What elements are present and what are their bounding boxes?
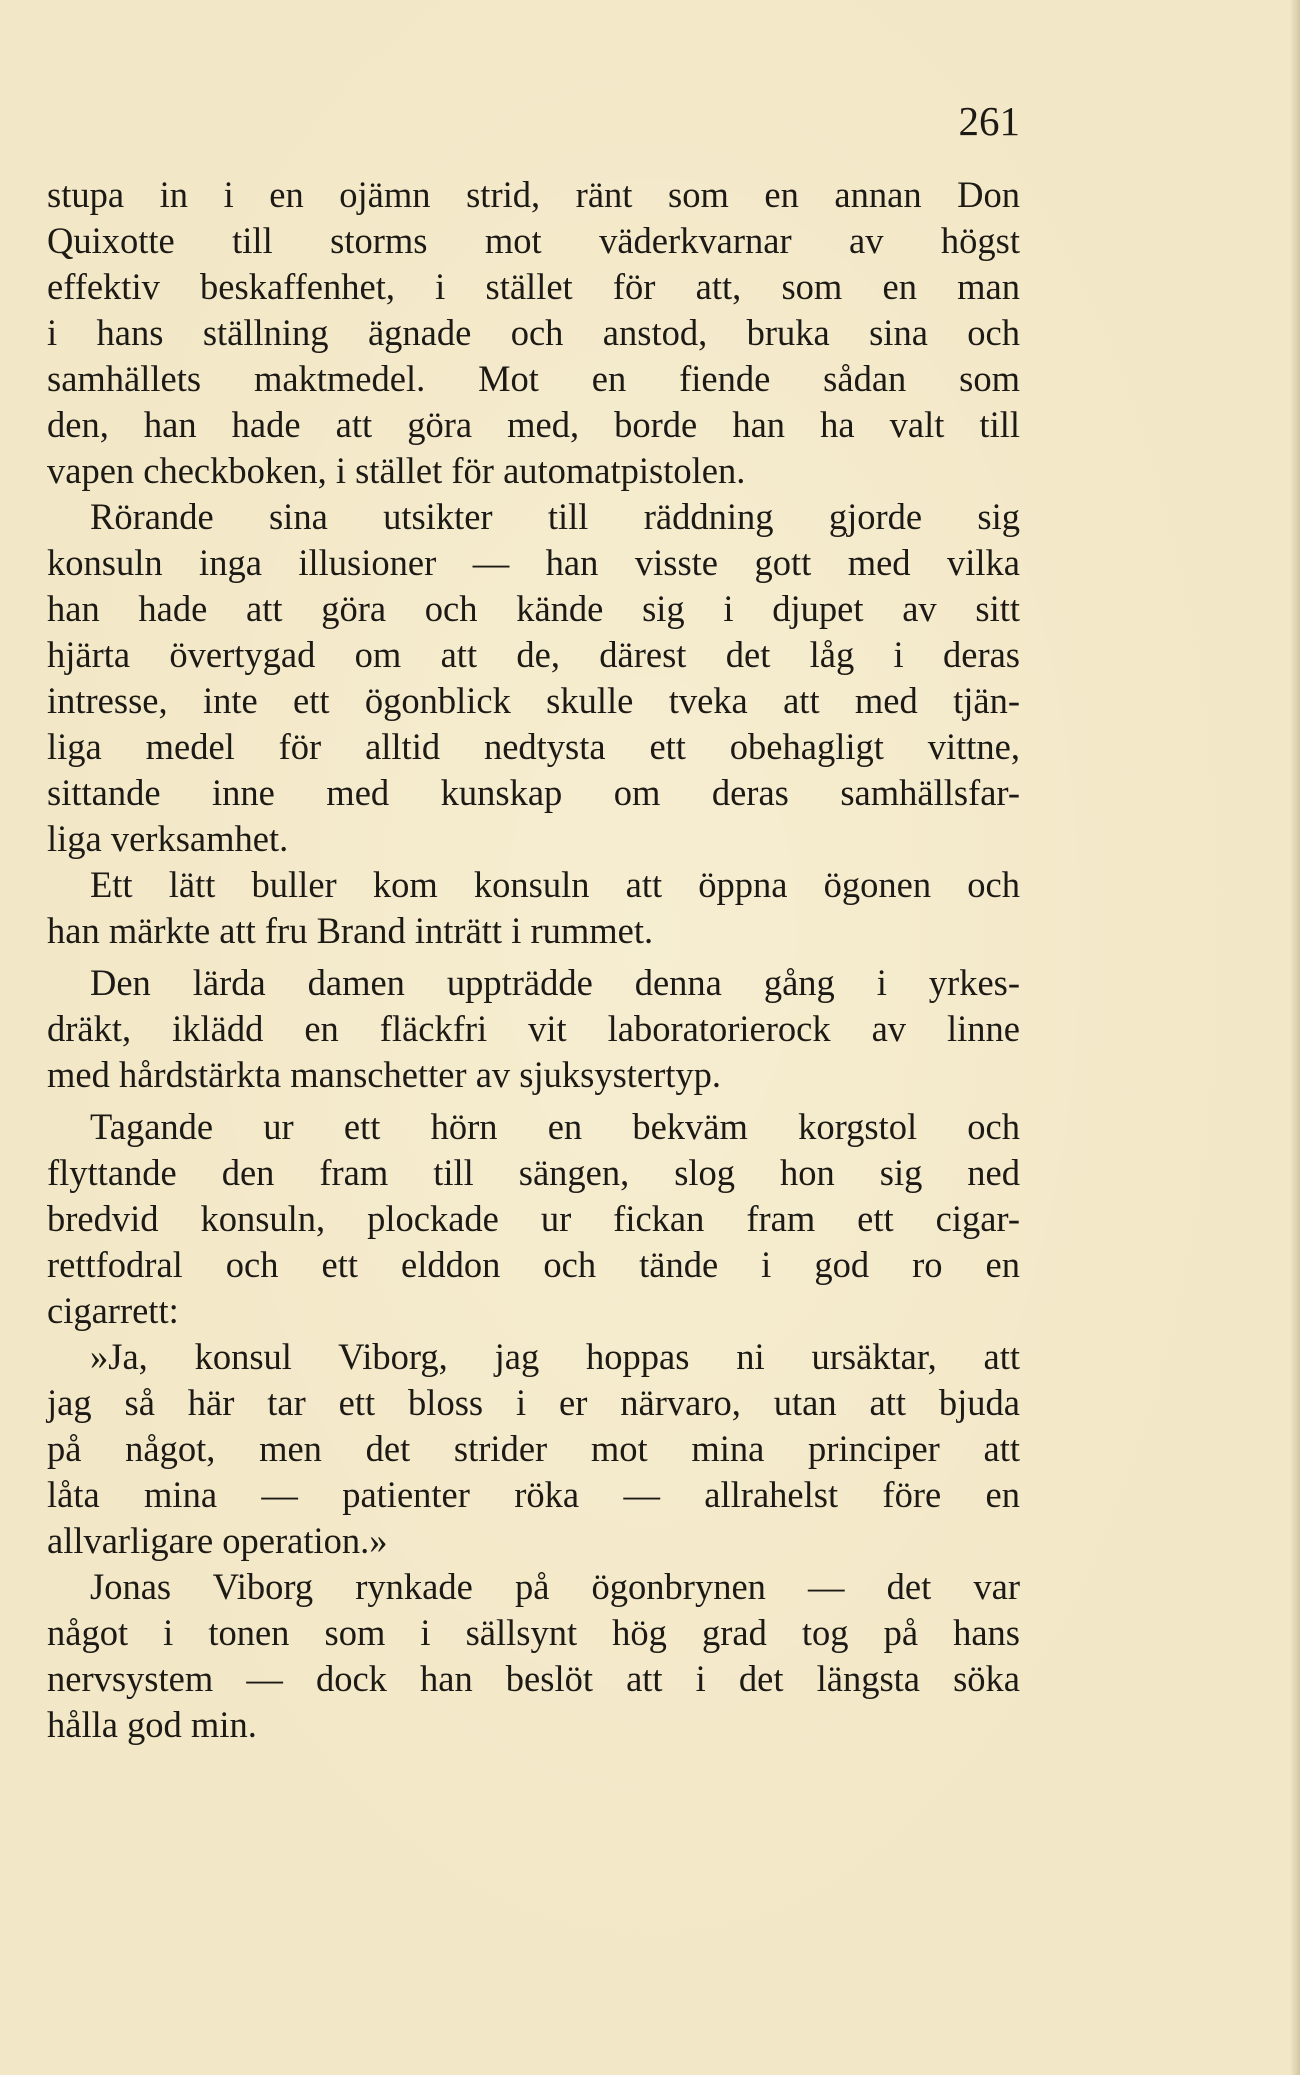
text-line: liga verksamhet. [47, 818, 289, 859]
paragraph-6 [47, 1334, 1020, 1564]
text-line: Tagande ur ett hörn en bekväm korgstol och [90, 1106, 1020, 1147]
text-line: flyttande den fram till sängen, slog hon sig ned [47, 1152, 1020, 1193]
text-line: låta mina — patienter röka — allrahelst före en [47, 1474, 1020, 1515]
text-line: nervsystem — dock han beslöt att i det längsta söka [47, 1658, 1020, 1699]
paragraph-7 [47, 1564, 1020, 1748]
text-line: Quixotte till storms mot väderkvarnar av högst [47, 220, 1020, 261]
text-line: rettfodral och ett elddon och tände i god ro en [47, 1244, 1020, 1285]
paragraph-4 [47, 960, 1020, 1098]
body-text [47, 172, 1020, 1748]
text-line: samhällets maktmedel. Mot en fiende sådan som [47, 358, 1020, 399]
text-line: på något, men det strider mot mina principer att [47, 1428, 1020, 1469]
text-line: han märkte att fru Brand inträtt i rummet. [47, 910, 654, 951]
text-line: bredvid konsuln, plockade ur fickan fram ett cigar- [47, 1198, 1020, 1239]
text-line: »Ja, konsul Viborg, jag hoppas ni ursäktar, att [90, 1336, 1020, 1377]
text-line: liga medel för alltid nedtysta ett obehagligt vittne, [47, 726, 1020, 767]
text-line: allvarligare operation.» [47, 1520, 388, 1561]
text-line: med hårdstärkta manschetter av sjuksystertyp. [47, 1054, 722, 1095]
text-line: vapen checkboken, i stället för automatpistolen. [47, 450, 746, 491]
text-line: Ett lätt buller kom konsuln att öppna ögonen och [90, 864, 1020, 905]
text-line: den, han hade att göra med, borde han ha valt till [47, 404, 1020, 445]
text-line: cigarrett: [47, 1290, 179, 1331]
text-line: hjärta övertygad om att de, därest det låg i deras [47, 634, 1020, 675]
text-line: Rörande sina utsikter till räddning gjorde sig [90, 496, 1020, 537]
text-line: stupa in i en ojämn strid, ränt som en annan Don [47, 174, 1020, 215]
paragraph-5 [47, 1104, 1020, 1334]
text-line: dräkt, iklädd en fläckfri vit laboratorierock av linne [47, 1008, 1020, 1049]
page-number: 261 [958, 98, 1020, 144]
text-line: effektiv beskaffenhet, i stället för att, som en man [47, 266, 1020, 307]
text-line: något i tonen som i sällsynt hög grad tog på hans [47, 1612, 1020, 1653]
page-edge-shadow [1290, 0, 1300, 2075]
text-line: jag så här tar ett bloss i er närvaro, utan att bjuda [47, 1382, 1020, 1423]
paragraph-1 [47, 172, 1020, 494]
text-line: i hans ställning ägnade och anstod, bruka sina och [47, 312, 1020, 353]
text-line: han hade att göra och kände sig i djupet av sitt [47, 588, 1020, 629]
text-line: hålla god min. [47, 1704, 257, 1745]
paragraph-2 [47, 494, 1020, 862]
text-line: Den lärda damen uppträdde denna gång i yrkes- [90, 962, 1020, 1003]
text-line: Jonas Viborg rynkade på ögonbrynen — det var [90, 1566, 1020, 1607]
text-line: intresse, inte ett ögonblick skulle tveka att med tjän- [47, 680, 1020, 721]
text-line: sittande inne med kunskap om deras samhällsfar- [47, 772, 1020, 813]
paragraph-3 [47, 862, 1020, 954]
text-line: konsuln inga illusioner — han visste gott med vilka [47, 542, 1020, 583]
